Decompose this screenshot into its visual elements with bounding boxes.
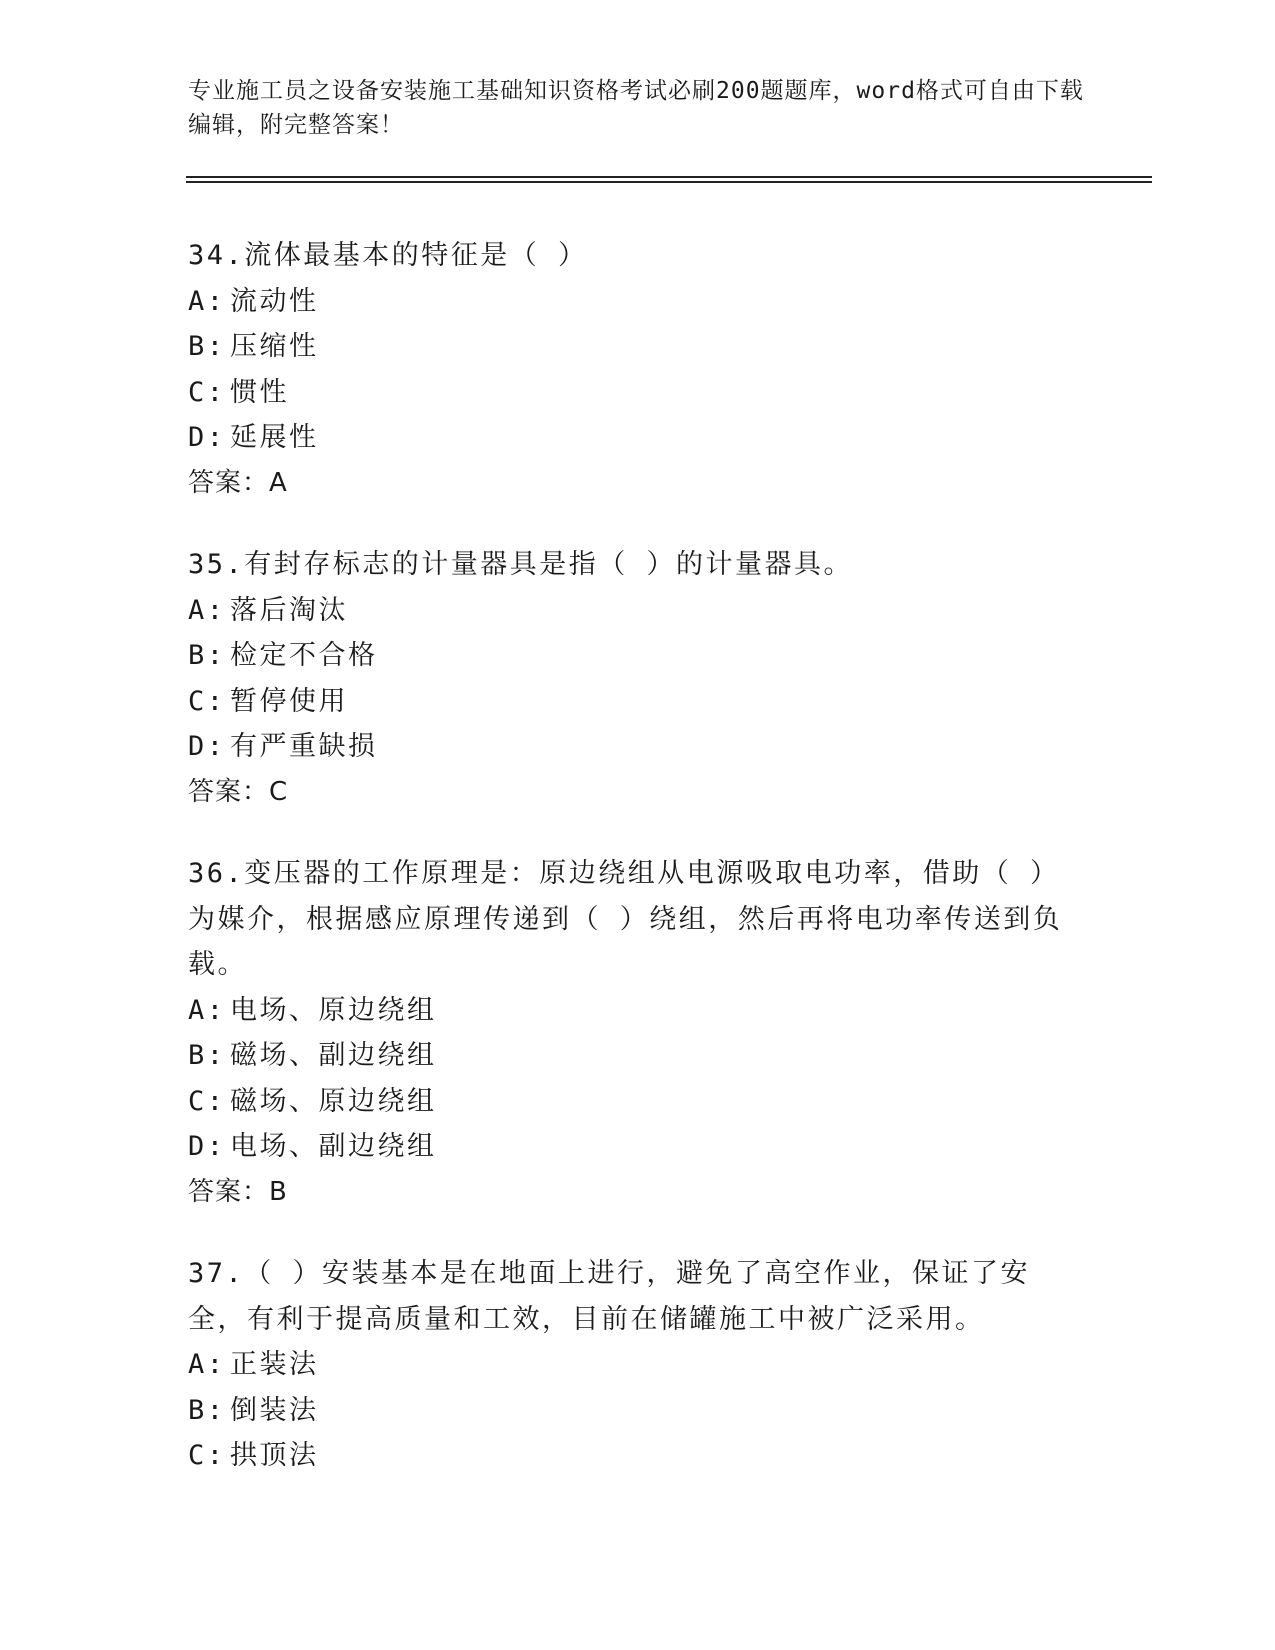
question-stem: 35.有封存标志的计量器具是指（ ）的计量器具。	[188, 549, 854, 580]
option-b	[188, 1388, 1088, 1434]
option-a	[188, 988, 1088, 1034]
document-header	[188, 74, 1088, 142]
option-c	[188, 1433, 1088, 1479]
option-text: 压缩性	[230, 331, 319, 362]
option-text: 正装法	[230, 1349, 319, 1380]
option-text: 倒装法	[230, 1394, 319, 1426]
option-text: 暂停使用	[230, 685, 348, 717]
option-text: 惯性	[230, 376, 289, 408]
question-list	[188, 233, 1088, 1515]
option-label: B:	[188, 331, 226, 362]
option-a	[188, 1342, 1088, 1388]
question-stem: 37.（ ）安装基本是在地面上进行，避免了高空作业，保证了安全，有利于提高质量和工效，目前在储罐施工中被广泛采用。	[188, 1258, 1031, 1335]
header-divider-bottom	[186, 181, 1152, 183]
header-divider-top	[186, 176, 1152, 178]
option-b	[188, 1033, 1088, 1079]
option-a	[188, 279, 1088, 325]
option-d	[188, 1124, 1088, 1170]
option-text: 磁场、副边绕组	[230, 1040, 437, 1071]
question-stem: 34.流体最基本的特征是（ ）	[188, 240, 588, 271]
answer-line: 答案：C	[188, 776, 289, 807]
option-label: B:	[188, 640, 226, 671]
option-label: B:	[188, 1040, 226, 1071]
option-label: C:	[188, 376, 226, 408]
option-label: C:	[188, 1085, 226, 1117]
document-title: 专业施工员之设备安装施工基础知识资格考试必刷200题题库，word格式可自由下载编辑，附完整答案！	[188, 78, 1084, 138]
option-text: 延展性	[230, 422, 319, 453]
question-34	[188, 233, 1088, 506]
option-label: C:	[188, 685, 226, 717]
option-label: A:	[188, 594, 226, 626]
option-label: D:	[188, 731, 226, 762]
option-c	[188, 370, 1088, 416]
option-text: 有严重缺损	[230, 731, 378, 762]
question-36	[188, 851, 1088, 1215]
option-text: 电场、原边绕组	[230, 994, 437, 1026]
option-text: 拱顶法	[230, 1440, 319, 1471]
option-label: C:	[188, 1440, 226, 1471]
option-label: B:	[188, 1394, 226, 1426]
option-label: D:	[188, 422, 226, 453]
option-text: 电场、副边绕组	[230, 1131, 437, 1162]
question-37	[188, 1251, 1088, 1479]
answer-line: 答案：B	[188, 1176, 288, 1207]
option-text: 落后淘汰	[230, 594, 348, 626]
option-label: A:	[188, 1349, 226, 1380]
option-text: 磁场、原边绕组	[230, 1085, 437, 1117]
option-text: 流动性	[230, 285, 319, 317]
option-d	[188, 724, 1088, 770]
option-b	[188, 324, 1088, 370]
option-text: 检定不合格	[230, 640, 378, 671]
option-b	[188, 633, 1088, 679]
option-d	[188, 415, 1088, 461]
option-label: A:	[188, 994, 226, 1026]
question-stem: 36.变压器的工作原理是：原边绕组从电源吸取电功率，借助（ ）为媒介，根据感应原理传递到（ ）绕组，然后再将电功率传送到负载。	[188, 858, 1063, 980]
option-c	[188, 679, 1088, 725]
option-a	[188, 588, 1088, 634]
option-c	[188, 1079, 1088, 1125]
answer-line: 答案：A	[188, 467, 288, 498]
question-35	[188, 542, 1088, 815]
option-label: D:	[188, 1131, 226, 1162]
option-label: A:	[188, 285, 226, 317]
